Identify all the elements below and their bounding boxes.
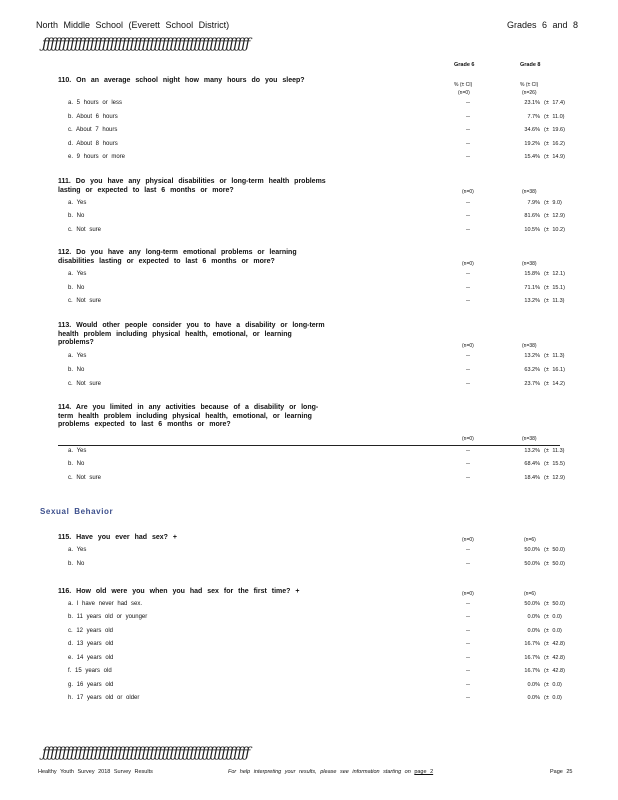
table-row: b. About 6 hours -- 7.7% (± 11.0) <box>68 114 565 120</box>
footer-page-number: Page 25 <box>550 769 573 775</box>
table-row: f. 15 years old -- 16.7% (± 42.8) <box>68 668 565 674</box>
question-113: 113. Would other people consider you to have a disability or long-term health problem including physical health, emotional, or learning problems? <box>58 322 325 346</box>
q114-n-grade8: (n=38) <box>522 436 537 442</box>
table-row: a. Yes -- 13.2% (± 11.3) <box>68 448 565 454</box>
decorative-rule-bottom: ƒƒƒƒƒƒƒƒƒƒƒƒƒƒƒƒƒƒƒƒƒƒƒƒƒƒƒƒƒƒƒƒƒƒƒƒƒƒƒƒƒƒƒƒƒƒƒƒƒƒƒƒ <box>42 745 250 761</box>
decorative-rule-top: ƒƒƒƒƒƒƒƒƒƒƒƒƒƒƒƒƒƒƒƒƒƒƒƒƒƒƒƒƒƒƒƒƒƒƒƒƒƒƒƒƒƒƒƒƒƒƒƒƒƒƒƒ <box>42 36 250 52</box>
q111-n-grade6: (n=0) <box>462 189 474 195</box>
table-row: b. No -- 68.4% (± 15.5) <box>68 461 565 467</box>
section-title: Sexual Behavior <box>40 507 114 516</box>
q115-n-grade8: (n=6) <box>524 537 536 543</box>
grade6-column-header: Grade 6 <box>454 62 475 68</box>
question-116: 116. How old were you when you had sex for the first time? + <box>58 588 300 595</box>
q114-n-grade6: (n=0) <box>462 436 474 442</box>
q115-n-grade6: (n=0) <box>462 537 474 543</box>
page-link[interactable]: page 2 <box>414 769 434 775</box>
table-row: b. No -- 71.1% (± 15.1) <box>68 285 565 291</box>
table-row: a. Yes -- 7.9% (± 9.0) <box>68 200 562 206</box>
footer-survey-title: Healthy Youth Survey 2018 Survey Results <box>38 769 153 775</box>
table-row: b. No -- 81.6% (± 12.9) <box>68 213 565 219</box>
table-row: b. 11 years old or younger -- 0.0% (± 0.0) <box>68 614 562 620</box>
q110-n-grade6: (n=0) <box>458 90 470 96</box>
table-row: a. Yes -- 15.8% (± 12.1) <box>68 271 565 277</box>
table-row: a. I have never had sex. -- 50.0% (± 50.0) <box>68 601 565 607</box>
q116-n-grade6: (n=0) <box>462 591 474 597</box>
table-row: c. Not sure -- 13.2% (± 11.3) <box>68 298 565 304</box>
table-row: b. No -- 63.2% (± 16.1) <box>68 367 565 373</box>
table-row: c. Not sure -- 23.7% (± 14.2) <box>68 381 565 387</box>
q112-n-grade8: (n=38) <box>522 261 537 267</box>
table-row: d. 13 years old -- 16.7% (± 42.8) <box>68 641 565 647</box>
question-110: 110. On an average school night how many hours do you sleep? <box>58 77 305 84</box>
table-row: g. 16 years old -- 0.0% (± 0.0) <box>68 682 562 688</box>
table-row: e. 14 years old -- 16.7% (± 42.8) <box>68 655 565 661</box>
question-111: 111. Do you have any physical disabilities or long-term health problems lasting or expected to last 6 months or more? <box>58 178 326 194</box>
table-row: h. 17 years old or older -- 0.0% (± 0.0) <box>68 695 562 701</box>
table-row: a. Yes -- 13.2% (± 11.3) <box>68 353 565 359</box>
grade8-pct-ci-header: % (± CI) <box>520 82 539 88</box>
question-112: 112. Do you have any long-term emotional problems or learning disabilities lasting or expected to last 6 months or more? <box>58 249 297 265</box>
school-header: North Middle School (Everett School District) <box>36 20 230 30</box>
table-row: c. About 7 hours -- 34.6% (± 19.6) <box>68 127 565 133</box>
q111-n-grade8: (n=38) <box>522 189 537 195</box>
table-row: a. Yes -- 50.0% (± 50.0) <box>68 547 565 553</box>
question-114: 114. Are you limited in any activities because of a disability or long-term health problem including physical health, emotional, or learning problems expected to last 6 months or more? <box>58 404 319 428</box>
table-row: c. Not sure -- 10.5% (± 10.2) <box>68 227 565 233</box>
question-115: 115. Have you ever had sex? + <box>58 534 177 541</box>
table-row: c. 12 years old -- 0.0% (± 0.0) <box>68 628 562 634</box>
q110-n-grade8: (n=26) <box>522 90 537 96</box>
table-row: a. 5 hours or less -- 23.1% (± 17.4) <box>68 100 565 106</box>
footer-help-text: For help interpreting your results, please see information starting on page 2 <box>228 769 434 775</box>
q113-n-grade8: (n=38) <box>522 343 537 349</box>
grade8-column-header: Grade 8 <box>520 62 541 68</box>
q113-n-grade6: (n=0) <box>462 343 474 349</box>
table-row: e. 9 hours or more -- 15.4% (± 14.9) <box>68 154 565 160</box>
table-divider <box>58 445 560 446</box>
q116-n-grade8: (n=6) <box>524 591 536 597</box>
q112-n-grade6: (n=0) <box>462 261 474 267</box>
grade6-pct-ci-header: % (± CI) <box>454 82 473 88</box>
table-row: c. Not sure -- 18.4% (± 12.9) <box>68 475 565 481</box>
table-row: b. No -- 50.0% (± 50.0) <box>68 561 565 567</box>
grades-header: Grades 6 and 8 <box>506 20 578 30</box>
table-row: d. About 8 hours -- 19.2% (± 16.2) <box>68 141 565 147</box>
